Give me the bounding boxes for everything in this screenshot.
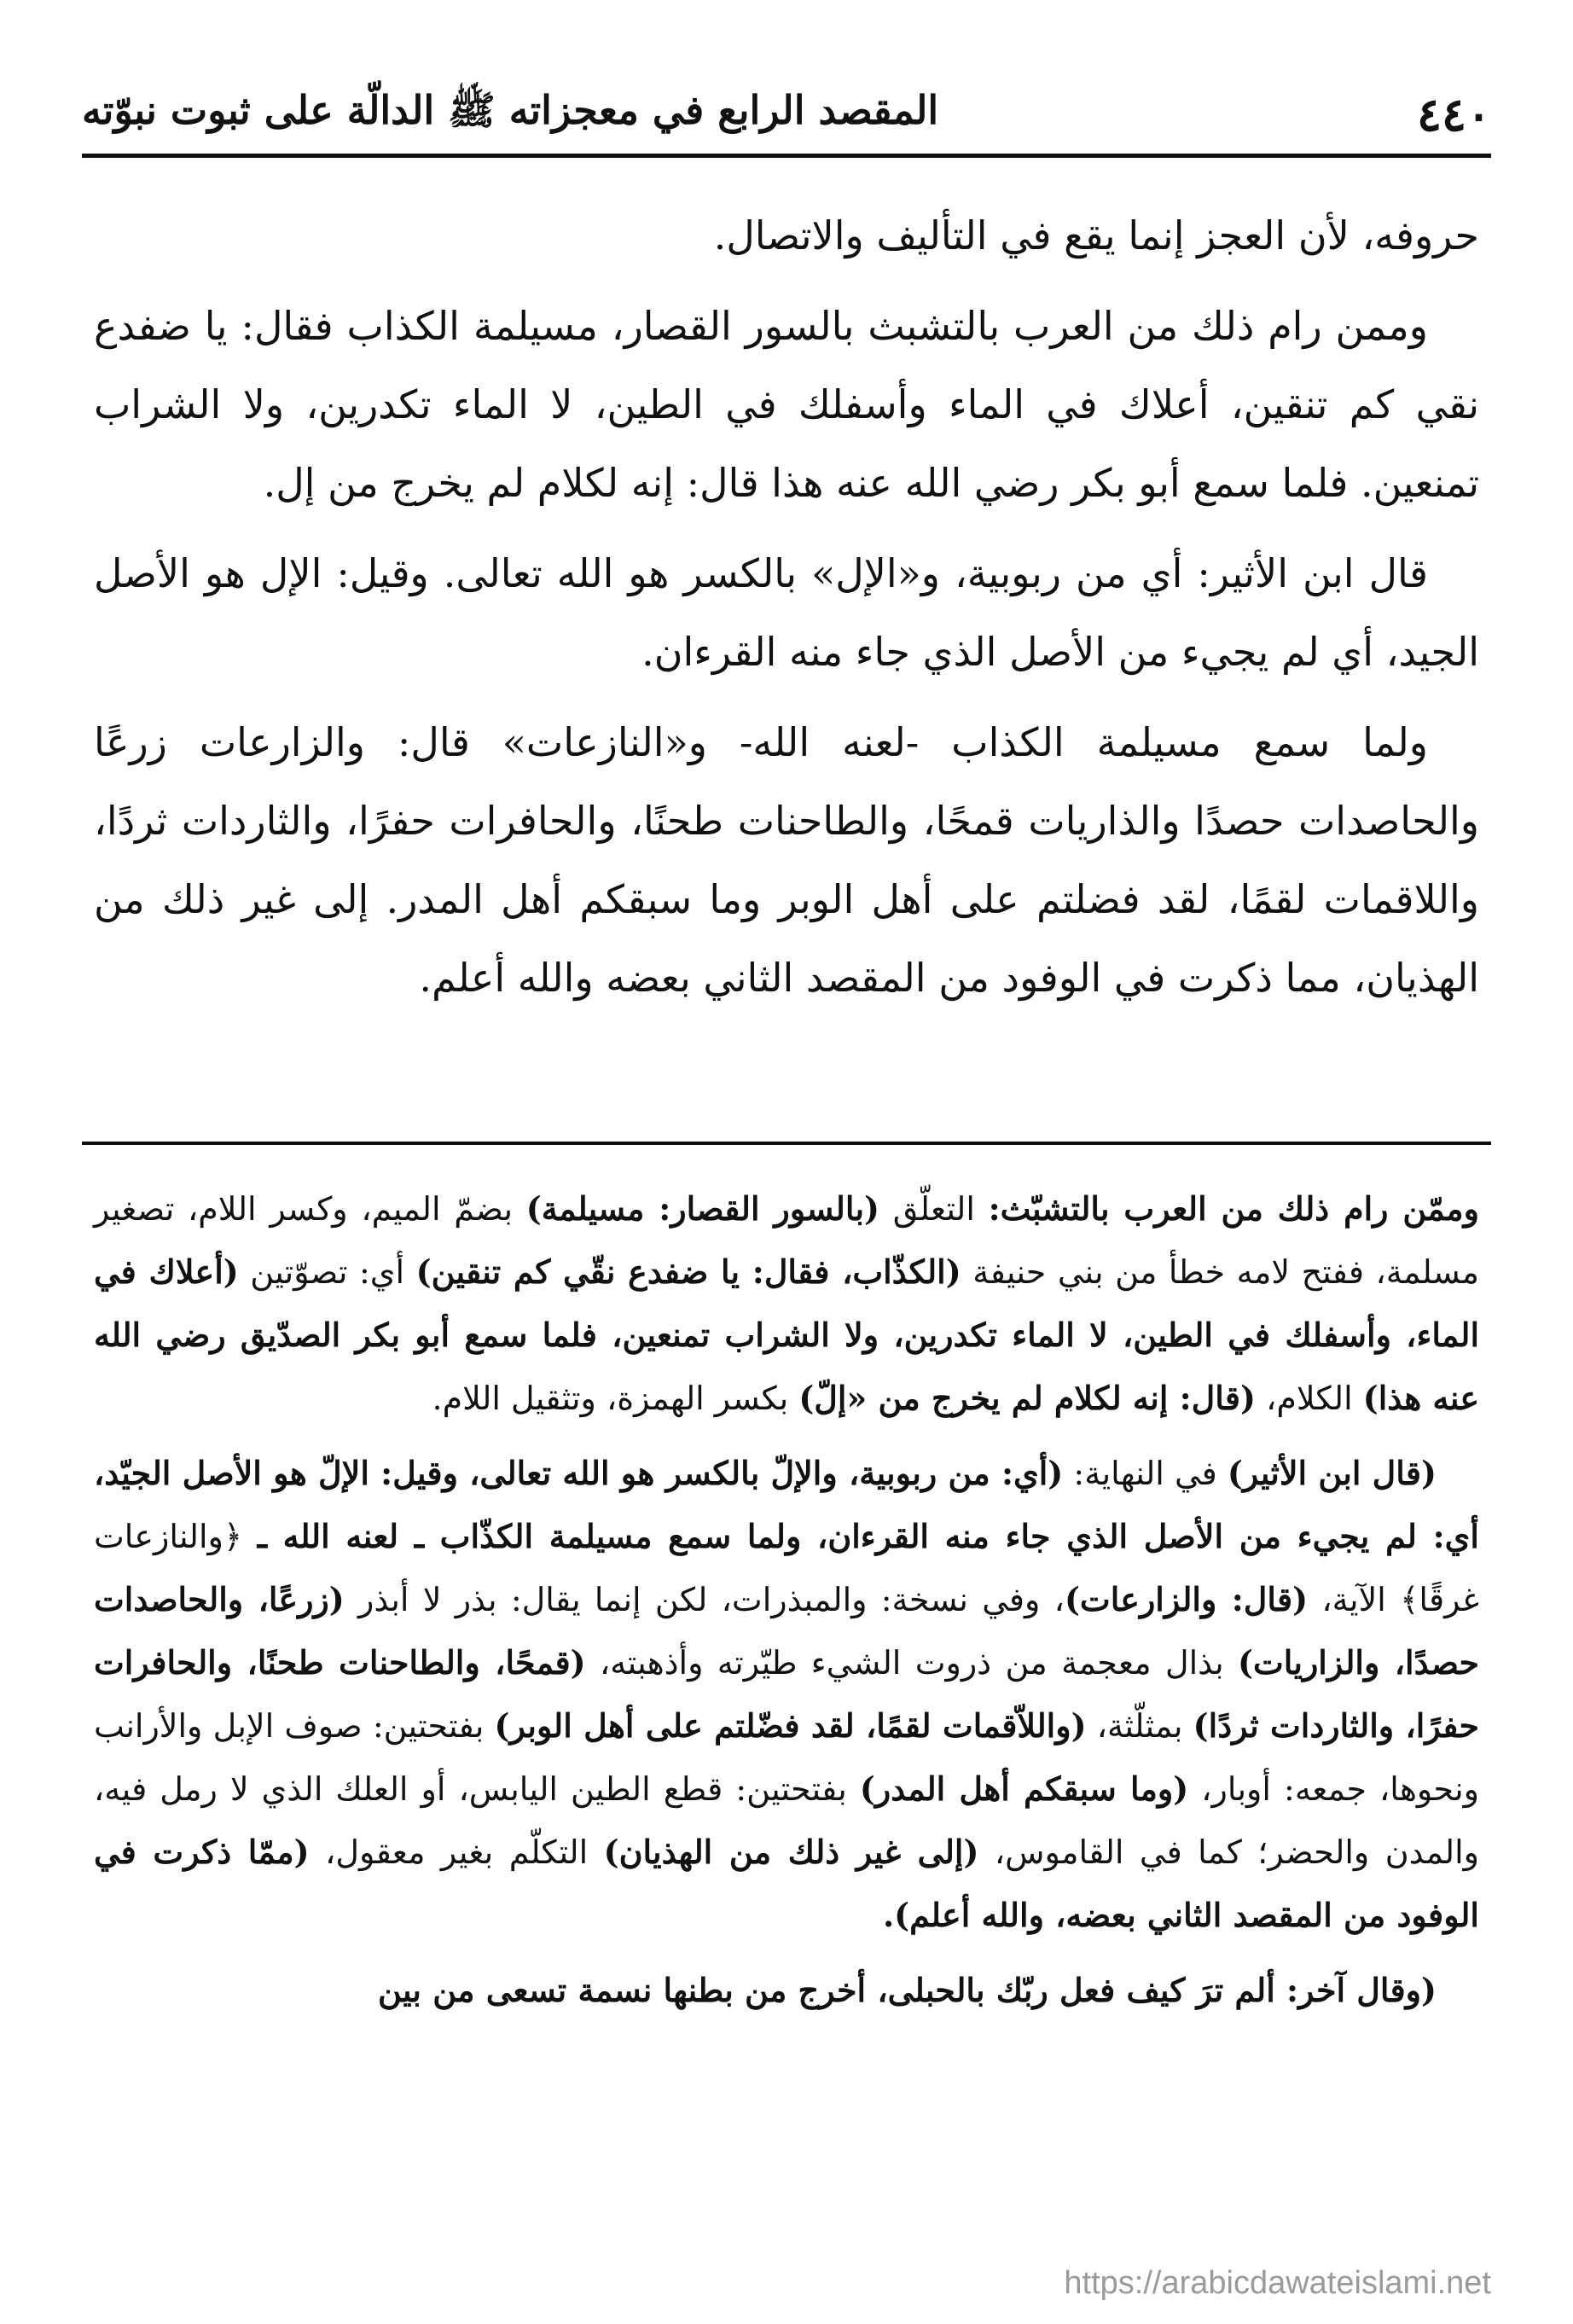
commentary-quote: (ممّا ذكرت في الوفود من المقصد الثاني بعضه، والله أعلم). bbox=[94, 1833, 1479, 1934]
commentary-gloss: أي: تصوّتين bbox=[238, 1253, 416, 1291]
separator-rule bbox=[82, 1142, 1491, 1145]
commentary-paragraph-2 bbox=[94, 1442, 1479, 1947]
commentary-quote: (وما سبقكم أهل المدر) bbox=[859, 1769, 1189, 1808]
main-paragraph-2: وممن رام ذلك من العرب بالتشبث بالسور القصار، مسيلمة الكذاب فقال: يا ضفدع نقي كم تنقين، أعلاك في الماء وأسفلك في الطين، لا الماء تكدرين، ولا الشراب تمنعين. فلما سمع أبو بكر رضي الله عنه هذا قال: إنه لكلام لم يخرج من إل. bbox=[94, 303, 1479, 506]
page-number: ٤٤٠ bbox=[1416, 87, 1491, 142]
main-paragraph-4: ولما سمع مسيلمة الكذاب -لعنه الله- و«النازعات» قال: والزارعات زرعًا والحاصدات حصدًا والذاريات قمحًا، والطاحنات طحنًا، والحافرات حفرًا، والثاردات ثردًا، واللاقمات لقمًا، لقد فضلتم على أهل الوبر وما سبقكم أهل المدر. إلى غير ذلك من الهذيان، مما ذكرت في الوفود من المقصد الثاني بعضه والله أعلم. bbox=[94, 719, 1479, 1001]
commentary-gloss: ، وفي نسخة: والمبذرات، لكن إنما يقال: بذر لا أبذر bbox=[344, 1581, 1065, 1618]
main-text bbox=[94, 196, 1479, 1029]
commentary-paragraph-3 bbox=[94, 1959, 1479, 2022]
commentary-quote: (أعلاك في الماء، وأسفلك في الطين، لا الماء تكدرين، ولا الشراب تمنعين، فلما سمع أبو بكر الصدّيق رضي الله عنه هذا) bbox=[94, 1252, 1479, 1417]
commentary-quote: (قال: والزارعات) bbox=[1064, 1580, 1309, 1618]
commentary-quote: (بالسور القصار: مسيلمة) bbox=[525, 1189, 879, 1228]
commentary-gloss: بضمّ الميم، وكسر اللام، تصغير مسلمة، ففتح لامه خطأ من بني حنيفة bbox=[94, 1190, 1479, 1291]
commentary-quote: (الكذّاب، فقال: يا ضفدع نقّي كم تنقين) bbox=[415, 1252, 961, 1291]
main-paragraph-3: قال ابن الأثير: أي من ربوبية، و«الإل» بالكسر هو الله تعالى. وقيل: الإل هو الأصل الجيد، أي لم يجيء من الأصل الذي جاء منه القرءان. bbox=[94, 550, 1479, 675]
commentary-quote: (وقال آخر: ألم ترَ كيف فعل ربّك بالحبلى، أخرج من بطنها نسمة تسعى من بين bbox=[378, 1971, 1437, 2009]
commentary-gloss: بفتحتين: قطع الطين اليابس، أو العلك الذي لا رمل فيه، والمدن والحضر؛ كما في القاموس، bbox=[94, 1770, 1479, 1871]
commentary-gloss: بذال معجمة من ذروت الشيء طيّرته وأذهبته، bbox=[585, 1644, 1239, 1682]
commentary-gloss: بمثلّثة، bbox=[1086, 1707, 1193, 1745]
commentary-quote: (قمحًا، والطاحنات طحنًا، والحافرات حفرًا، والثاردات ثردًا) bbox=[94, 1643, 1479, 1745]
watermark-url: https://arabicdawateislami.net bbox=[1064, 2265, 1491, 2301]
commentary-gloss: ﴿والنازعات غرقًا﴾ الآية، bbox=[94, 1518, 1479, 1618]
commentary-quote: (إلى غير ذلك من الهذيان) bbox=[603, 1833, 979, 1871]
commentary-quote: (زرعًا، والحاصدات حصدًا، والزاريات) bbox=[94, 1580, 1480, 1682]
commentary-gloss: التكلّم بغير معقول، bbox=[309, 1833, 604, 1871]
commentary-gloss: الكلام، bbox=[1255, 1380, 1363, 1417]
commentary-quote: وممّن رام ذلك من العرب بالتشبّث: bbox=[988, 1189, 1479, 1228]
running-title: المقصد الرابع في معجزاته ﷺ الدالّة على ثبوت نبوّته bbox=[82, 86, 939, 133]
main-paragraph-1: حروفه، لأن العجز إنما يقع في التأليف والاتصال. bbox=[713, 212, 1479, 259]
commentary-text bbox=[94, 1177, 1479, 2034]
commentary-gloss: بكسر الهمزة، وتثقيل اللام. bbox=[432, 1380, 799, 1417]
commentary-gloss: في النهاية: bbox=[1063, 1455, 1228, 1492]
commentary-gloss: بفتحتين: صوف الإبل والأرانب ونحوها، جمعه: أوبار، bbox=[94, 1707, 1479, 1808]
commentary-quote: (واللاّقمات لقمًا، لقد فضّلتم على أهل الوبر) bbox=[494, 1706, 1087, 1745]
commentary-quote: (قال: إنه لكلام لم يخرج من «إلّ) bbox=[798, 1379, 1256, 1417]
commentary-quote: (قال ابن الأثير) bbox=[1227, 1454, 1437, 1492]
page-header bbox=[82, 75, 1491, 158]
commentary-paragraph-1 bbox=[94, 1177, 1479, 1430]
commentary-quote: (أي: من ربوبية، والإلّ بالكسر هو الله تعالى، وقيل: الإلّ هو الأصل الجيّد، أي: لم يجيء من الأصل الذي جاء منه القرءان، ولما سمع مسيلمة الكذّاب ـ لعنه الله ـ bbox=[94, 1454, 1479, 1555]
commentary-gloss: التعلّق bbox=[879, 1190, 989, 1228]
